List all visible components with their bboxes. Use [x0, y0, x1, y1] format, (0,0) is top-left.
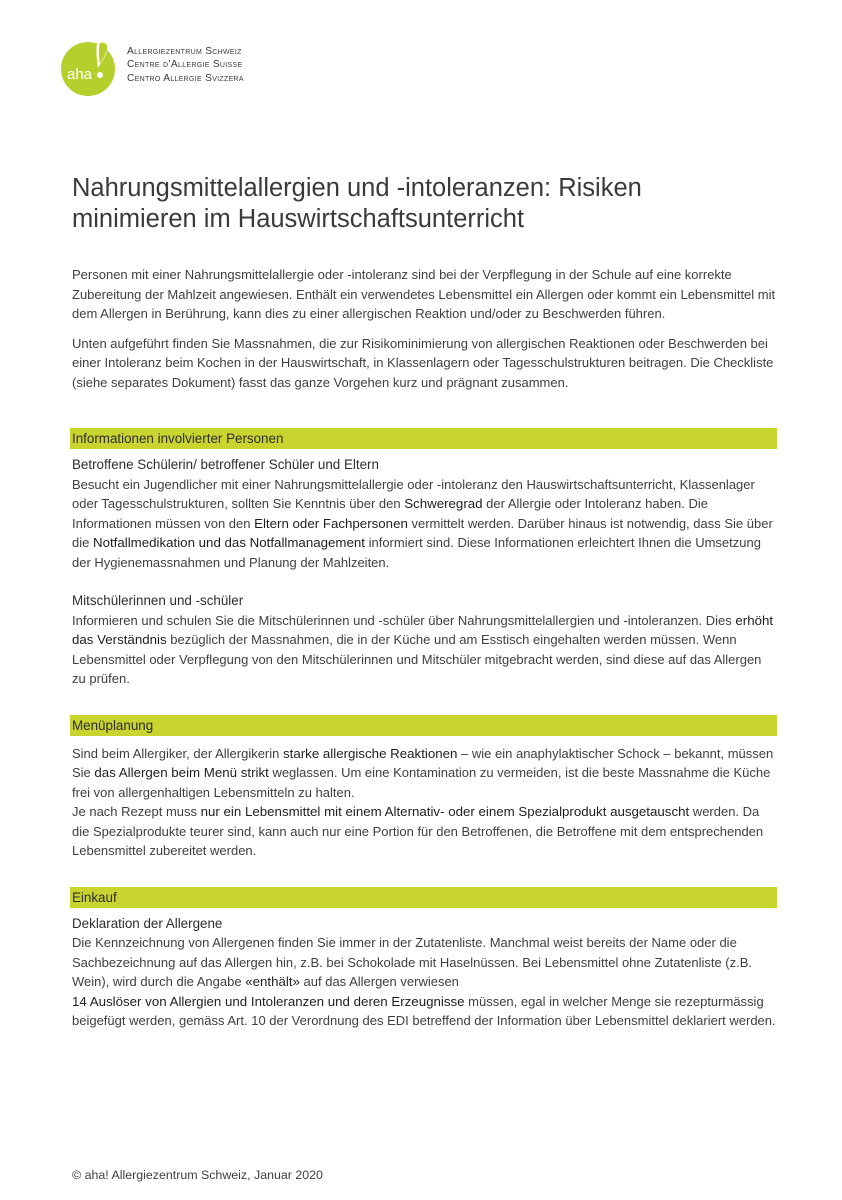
emphasis-ausgetauscht: nur ein Lebensmittel mit einem Alternativ- oder einem Spezialprodukt ausgetauscht [200, 804, 690, 819]
paragraph-ausloeser: 14 Auslöser von Allergien und Intoleranzen und deren Erzeugnisse müssen, egal in welcher Menge sie rezepturmässig beigefügt werden, gemäss Art. 10 der Verordnung des EDI betreffend der Information über Lebensmittel deklariert werden. [72, 993, 776, 1028]
emphasis-enthaelt: «enthält» [245, 974, 300, 989]
page-title: Nahrungsmittelallergien und -intoleranzen: Risiken minimieren im Hauswirtschaftsunterricht [72, 174, 642, 233]
section-heading-einkauf: Einkauf [70, 887, 777, 908]
paragraph-betroffene: Besucht ein Jugendlicher mit einer Nahrungsmittelallergie oder -intoleranz den Hauswirtschaftsunterricht, Klassenlager oder Tagesschulstrukturen, sollten Sie Kenntnis über den Schweregrad der Allergie oder Intoleranz haben. Die Informationen müssen von den Eltern oder Fachpersonen vermittelt werden. Darüber hinaus ist notwendig, dass Sie über die Notfallmedikation und das Notfallmanagement informiert sind. Diese Informationen erleichtert Ihnen die Umsetzung der Hygienemassnahmen und Planung der Mahlzeiten. [72, 476, 773, 570]
paragraph-menue-2: Je nach Rezept muss nur ein Lebensmittel mit einem Alternativ- oder einem Spezialprodukt ausgetauscht werden. Da die Spezialprodukte teurer sind, kann auch nur eine Portion für den Betroffenen, die Betroffene mit dem entsprechenden Lebensmittel zubereitet werden. [72, 804, 764, 858]
emphasis-notfall: Notfallmedikation und das Notfallmanagement [92, 535, 365, 550]
subheading-betroffene: Betroffene Schülerin/ betroffener Schüler und Eltern [72, 457, 379, 472]
logo-wordmark [127, 45, 244, 85]
section-heading-informationen: Informationen involvierter Personen [70, 428, 777, 449]
logo-line-fr: Centre d’Allergie Suisse [127, 59, 243, 71]
paragraph-deklaration: Die Kennzeichnung von Allergenen finden Sie immer in der Zutatenliste. Manchmal weist bereits der Name oder die Sachbezeichnung auf das Allergen hin, z.B. bei Schokolade mit Haselnüssen. Bei Lebensmittel ohne Zutatenliste (z.B. Wein), wird durch die Angabe «enthält» auf das Allergen verwiesen [72, 935, 753, 989]
footer-copyright: © aha! Allergiezentrum Schweiz, Januar 2020 [72, 1168, 323, 1182]
emphasis-14-ausloeser: 14 Auslöser von Allergien und Intoleranzen und deren Erzeugnisse [72, 993, 465, 1009]
logo-line-de: Allergiezentrum Schweiz [127, 46, 242, 57]
main-content [72, 265, 776, 1031]
logo-line-it: Centro Allergie Svizzera [127, 72, 244, 84]
logo [60, 36, 260, 100]
emphasis-eltern: Eltern oder Fachpersonen [254, 515, 408, 531]
subheading-deklaration: Deklaration der Allergene [72, 915, 223, 931]
paragraph-mitschueler: Informieren und schulen Sie die Mitschülerinnen und -schüler über Nahrungsmittelallergien und -intoleranzen. Dies erhöht das Verständnis bezüglich der Massnahmen, die in der Küche und am Esstisch eingehalten werden müssen. Wenn Lebensmittel oder Verpflegung von den Mitschülerinnen und Mitschüler mitgebracht werden, sind diese auf das Allergen zu prüfen. [72, 612, 774, 686]
intro-paragraph-1: Personen mit einer Nahrungsmittelallergie oder -intoleranz sind bei der Verpflegung in der Schule auf eine korrekte Zubereitung der Mahlzeit angewiesen. Enthält ein verwendetes Lebensmittel ein Allergen oder kommt ein Lebensmittel mit dem Allergen in Berührung, kann dies zu einer allergischen Reaktion und/oder zu Beschwerden führen. [72, 267, 776, 321]
intro [72, 265, 776, 392]
paragraph-menue-1: Sind beim Allergiker, der Allergikerin starke allergische Reaktionen – wie ein anaphylaktischer Schock – bekannt, müssen Sie das Allergen beim Menü strikt weglassen. Um eine Kontamination zu vermeiden, ist die beste Massnahme die Küche frei von allergenhaltigen Lebensmitteln zu halten. [72, 745, 774, 800]
emphasis-reaktionen: starke allergische Reaktionen [283, 745, 458, 761]
intro-paragraph-2: Unten aufgeführt finden Sie Massnahmen, die zur Risikominimierung von allergischen Reaktionen oder Beschwerden bei einer Intoleranz beim Kochen in der Hauswirtschaft, in Klassenlagern oder Tagesschulstrukturen beitragen. Die Checkliste (siehe separates Dokument) fasst das ganze Vorgehen kurz und prägnant zusammen. [72, 335, 774, 390]
logo-mark-text: aha [67, 66, 93, 83]
emphasis-verstaendnis: erhöht das Verständnis [72, 612, 774, 647]
emphasis-strikt: das Allergen beim Menü strikt [94, 765, 269, 780]
section-heading-menueplanung: Menüplanung [70, 715, 777, 736]
subheading-mitschueler: Mitschülerinnen und -schüler [72, 593, 244, 608]
aha-logo-icon [60, 36, 122, 98]
emphasis-schweregrad: Schweregrad [404, 496, 483, 511]
